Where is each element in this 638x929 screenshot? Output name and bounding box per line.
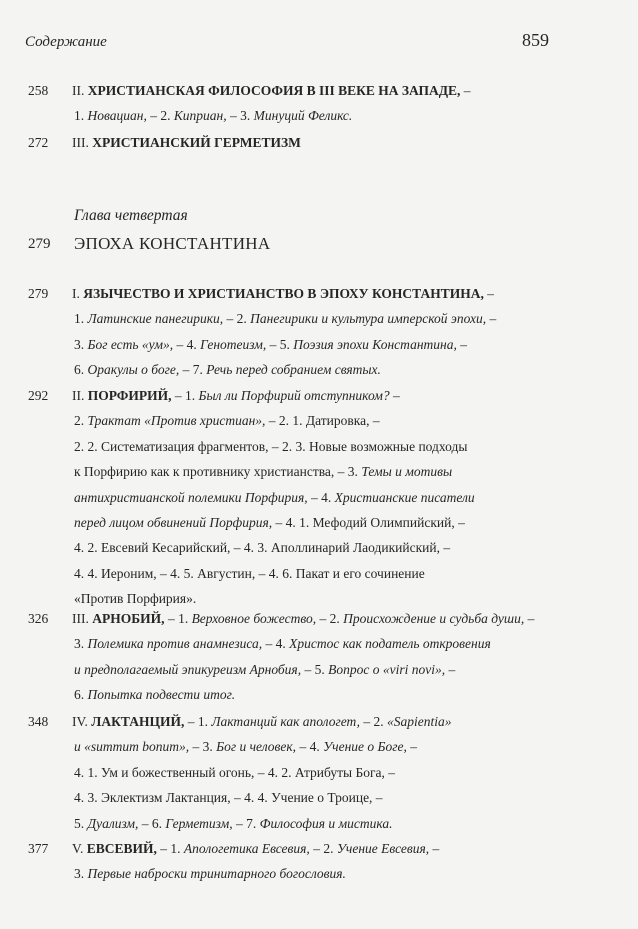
toc-text: – 2.	[223, 311, 251, 327]
toc-text: перед лицом обвинений Порфирия,	[74, 515, 273, 530]
toc-text: Лактанций как апологет,	[211, 714, 361, 729]
toc-line	[74, 413, 380, 429]
toc-text: 6.	[74, 362, 88, 378]
toc-line	[72, 841, 439, 857]
toc-line	[74, 566, 425, 582]
toc-text: ХРИСТИАНСКИЙ ГЕРМЕТИЗМ	[92, 135, 301, 150]
toc-text: – 2.	[309, 841, 337, 856]
toc-text: – 1.	[156, 841, 184, 856]
toc-line	[74, 687, 235, 703]
toc-line	[74, 636, 491, 652]
toc-page-number: 258	[28, 83, 49, 98]
toc-line	[74, 311, 496, 327]
toc-text: Герметизм,	[165, 815, 233, 831]
toc-text: –	[483, 286, 494, 301]
toc-line	[72, 388, 400, 404]
toc-text: ХРИСТИАНСКАЯ ФИЛОСОФИЯ В III ВЕКЕ НА ЗАПАДЕ,	[87, 83, 461, 98]
toc-text: ЯЗЫЧЕСТВО И ХРИСТИАНСТВО В ЭПОХУ КОНСТАНТИНА,	[83, 286, 484, 301]
toc-text: 6.	[74, 687, 88, 703]
toc-line	[74, 591, 196, 607]
toc-text: – 1.	[171, 388, 199, 403]
toc-text: – 4. 1. Мефодий Олимпийский, –	[272, 515, 465, 530]
toc-text: – 2.	[360, 714, 388, 729]
toc-text: – 2.	[146, 108, 174, 124]
toc-text: IV.	[72, 714, 92, 729]
toc-text: 1.	[74, 311, 88, 327]
chapter-title: ЭПОХА КОНСТАНТИНА	[74, 234, 271, 253]
toc-text: Бог и человек,	[216, 739, 297, 755]
toc-page-number: 377	[28, 841, 49, 856]
toc-text: Учение о Боге,	[323, 739, 407, 755]
toc-text: – 3.	[189, 739, 217, 755]
toc-text: – 2.	[316, 611, 344, 626]
toc-text: антихристианской полемики Порфирия,	[74, 489, 308, 505]
toc-text: –	[429, 841, 440, 856]
toc-line	[72, 286, 494, 302]
toc-text: – 4.	[262, 636, 290, 652]
toc-line	[74, 337, 467, 353]
toc-text: –	[524, 611, 535, 626]
toc-text: I.	[72, 286, 84, 301]
toc-text: «Против Порфирия».	[74, 591, 197, 607]
toc-text: –	[389, 388, 400, 403]
toc-text: ЛАКТАНЦИЙ,	[91, 714, 185, 729]
toc-text: 3.	[74, 866, 88, 882]
toc-text: –	[460, 83, 471, 98]
toc-line	[74, 739, 417, 755]
toc-text: 2. 2. Систематизация фрагментов, – 2. 3. Новые возможные подходы	[74, 438, 468, 454]
toc-text: Трактат «Против христиан»,	[87, 413, 266, 429]
toc-text: III.	[72, 135, 93, 150]
toc-text: – 4.	[173, 336, 201, 352]
toc-text: АРНОБИЙ,	[92, 611, 165, 626]
toc-text: Первые наброски тринитарного богословия.	[87, 866, 346, 882]
toc-line	[72, 83, 471, 99]
toc-line	[74, 362, 381, 378]
toc-text: Темы и мотивы	[361, 464, 453, 480]
toc-text: – 1.	[164, 611, 192, 626]
toc-line	[74, 540, 450, 556]
toc-text: Происхождение и судьба души,	[343, 611, 525, 626]
toc-text: – 3.	[226, 108, 254, 124]
toc-text: Дуализм,	[87, 815, 139, 831]
toc-text: – 2. 1. Датировка, –	[265, 413, 380, 429]
toc-text: – 5.	[301, 661, 329, 677]
toc-text: – 7.	[179, 362, 207, 378]
toc-text: – 5.	[266, 336, 294, 352]
toc-text: 4. 3. Эклектизм Лактанция, – 4. 4. Учение о Троице, –	[74, 790, 383, 806]
toc-page-number: 348	[28, 714, 49, 729]
toc-text: Панегирики и культура имперской эпохи,	[250, 311, 487, 327]
toc-text: Латинские панегирики,	[87, 311, 224, 327]
toc-text: ПОРФИРИЙ,	[87, 388, 172, 403]
toc-text: Оракулы о боге,	[87, 362, 180, 378]
toc-text: 4. 1. Ум и божественный огонь, – 4. 2. Атрибуты Бога, –	[74, 764, 396, 780]
toc-text: и «summum bonum»,	[74, 739, 190, 755]
chapter-page-number: 279	[28, 236, 51, 252]
toc-text: –	[486, 311, 497, 327]
toc-text: –	[456, 336, 467, 352]
toc-line	[74, 439, 467, 455]
toc-line	[72, 611, 534, 627]
toc-line	[74, 866, 346, 882]
toc-text: Вопрос о «viri novi»,	[328, 661, 446, 677]
toc-text: Попытка подвести итог.	[87, 687, 236, 703]
toc-text: – 6.	[138, 815, 166, 831]
toc-page-number: 292	[28, 388, 49, 403]
toc-text: ЕВСЕВИЙ,	[86, 841, 157, 856]
toc-line	[74, 464, 452, 480]
toc-text: Полемика против анамнезиса,	[87, 636, 263, 652]
toc-text: Учение Евсевия,	[336, 841, 430, 856]
toc-text: 4. 2. Евсевий Кесарийский, – 4. 3. Аполлинарий Лаодикийский, –	[74, 540, 451, 556]
page-number: 859	[522, 30, 549, 50]
running-header-title: Содержание	[25, 34, 107, 50]
toc-text: Речь перед собранием святых.	[206, 362, 381, 378]
toc-line	[74, 490, 475, 506]
toc-text: –	[406, 739, 417, 755]
toc-text: 2.	[74, 413, 88, 429]
toc-text: Апологетика Евсевия,	[183, 841, 310, 856]
toc-text: к Порфирию как к противнику христианства, – 3.	[74, 464, 362, 480]
toc-line	[74, 816, 392, 832]
toc-text: Новациан,	[87, 108, 147, 124]
toc-text: V.	[72, 841, 87, 856]
toc-line	[74, 765, 395, 781]
toc-text: и предполагаемый эпикуреизм Арнобия,	[74, 661, 302, 677]
toc-text: 5.	[74, 815, 88, 831]
toc-line	[74, 790, 383, 806]
toc-text: 3.	[74, 636, 88, 652]
toc-text: Философия и мистика.	[259, 815, 393, 831]
toc-text: – 4.	[307, 489, 335, 505]
toc-page-number: 326	[28, 611, 49, 626]
toc-line	[74, 108, 352, 124]
toc-text: – 4.	[296, 739, 324, 755]
toc-text: II.	[72, 388, 88, 403]
toc-text: II.	[72, 83, 88, 98]
toc-text: – 7.	[232, 815, 260, 831]
toc-text: Минуций Феликс.	[253, 108, 353, 124]
toc-text: –	[445, 661, 456, 677]
toc-text: 4. 4. Иероним, – 4. 5. Августин, – 4. 6. Пакат и его сочинение	[74, 565, 425, 581]
toc-text: 1.	[74, 108, 88, 124]
toc-text: «Sapientia»	[387, 714, 452, 729]
toc-text: Бог есть «ум»,	[87, 336, 174, 352]
toc-line	[72, 135, 301, 151]
toc-line	[74, 662, 455, 678]
toc-page-number: 272	[28, 135, 49, 150]
toc-text: Киприан,	[173, 108, 227, 124]
toc-text: Генотеизм,	[200, 336, 267, 352]
toc-page-number: 279	[28, 286, 49, 301]
toc-text: Верховное божество,	[191, 611, 317, 626]
toc-line	[74, 515, 465, 531]
toc-text: – 1.	[184, 714, 212, 729]
toc-text: Поэзия эпохи Константина,	[293, 336, 457, 352]
toc-text: III.	[72, 611, 93, 626]
toc-line	[72, 714, 452, 730]
toc-text: Христианские писатели	[334, 489, 475, 505]
toc-text: Был ли Порфирий отступником?	[198, 388, 390, 403]
toc-text: Христос как податель откровения	[289, 636, 491, 652]
toc-text: 3.	[74, 336, 88, 352]
chapter-label: Глава четвертая	[74, 207, 188, 224]
